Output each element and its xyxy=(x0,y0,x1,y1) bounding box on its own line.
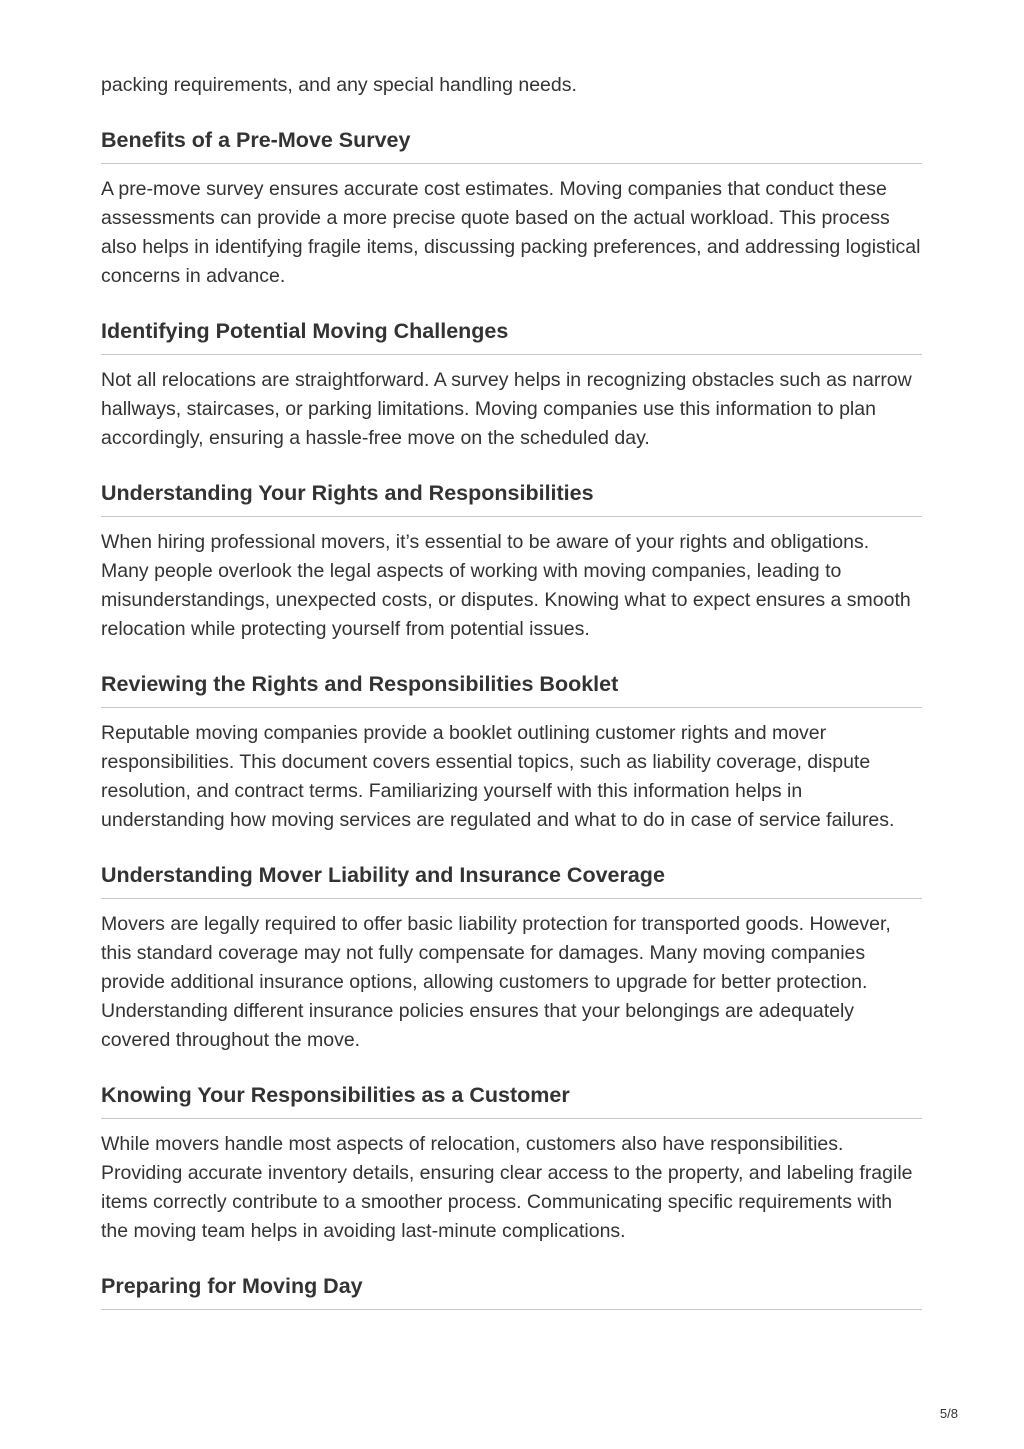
document-content xyxy=(101,71,922,1310)
section-heading: Reviewing the Rights and Responsibilities Booklet xyxy=(101,670,922,708)
section-heading: Identifying Potential Moving Challenges xyxy=(101,317,922,355)
section-heading: Preparing for Moving Day xyxy=(101,1272,922,1310)
section-moving-challenges xyxy=(101,317,922,453)
section-paragraph: When hiring professional movers, it’s essential to be aware of your rights and obligations. Many people overlook the legal aspects of working with moving companies, leading to misunderstandings, unexpected costs, or disputes. Knowing what to expect ensures a smooth relocation while protecting yourself from potential issues. xyxy=(101,531,911,640)
section-paragraph: While movers handle most aspects of relocation, customers also have responsibilities. Providing accurate inventory details, ensuring clear access to the property, and labeling fragile items correctly contribute to a smoother process. Communicating specific requirements with the moving team helps in avoiding last-minute complications. xyxy=(101,1133,913,1242)
section-paragraph: A pre-move survey ensures accurate cost estimates. Moving companies that conduct these assessments can provide a more precise quote based on the actual workload. This process also helps in identifying fragile items, discussing packing preferences, and addressing logistical concerns in advance. xyxy=(101,178,921,287)
section-moving-day xyxy=(101,1272,922,1310)
section-heading: Understanding Your Rights and Responsibilities xyxy=(101,479,922,517)
section-paragraph: Movers are legally required to offer basic liability protection for transported goods. However, this standard coverage may not fully compensate for damages. Many moving companies provide additional insurance options, allowing customers to upgrade for better protection. Understanding different insurance policies ensures that your belongings are adequately covered throughout the move. xyxy=(101,913,891,1051)
intro-paragraph: packing requirements, and any special handling needs. xyxy=(101,74,577,96)
section-heading: Understanding Mover Liability and Insurance Coverage xyxy=(101,861,922,899)
section-booklet xyxy=(101,670,922,835)
section-liability-insurance xyxy=(101,861,922,1055)
page-number: 5/8 xyxy=(939,1406,958,1421)
section-heading: Knowing Your Responsibilities as a Customer xyxy=(101,1081,922,1119)
section-pre-move-survey-benefits xyxy=(101,126,922,291)
section-customer-responsibilities xyxy=(101,1081,922,1246)
section-paragraph: Reputable moving companies provide a booklet outlining customer rights and mover responsibilities. This document covers essential topics, such as liability coverage, dispute resolution, and contract terms. Familiarizing yourself with this information helps in understanding how moving services are regulated and what to do in case of service failures. xyxy=(101,722,895,831)
section-paragraph: Not all relocations are straightforward. A survey helps in recognizing obstacles such as narrow hallways, staircases, or parking limitations. Moving companies use this information to plan accordingly, ensuring a hassle-free move on the scheduled day. xyxy=(101,369,912,449)
section-rights-responsibilities xyxy=(101,479,922,644)
section-heading: Benefits of a Pre-Move Survey xyxy=(101,126,922,164)
